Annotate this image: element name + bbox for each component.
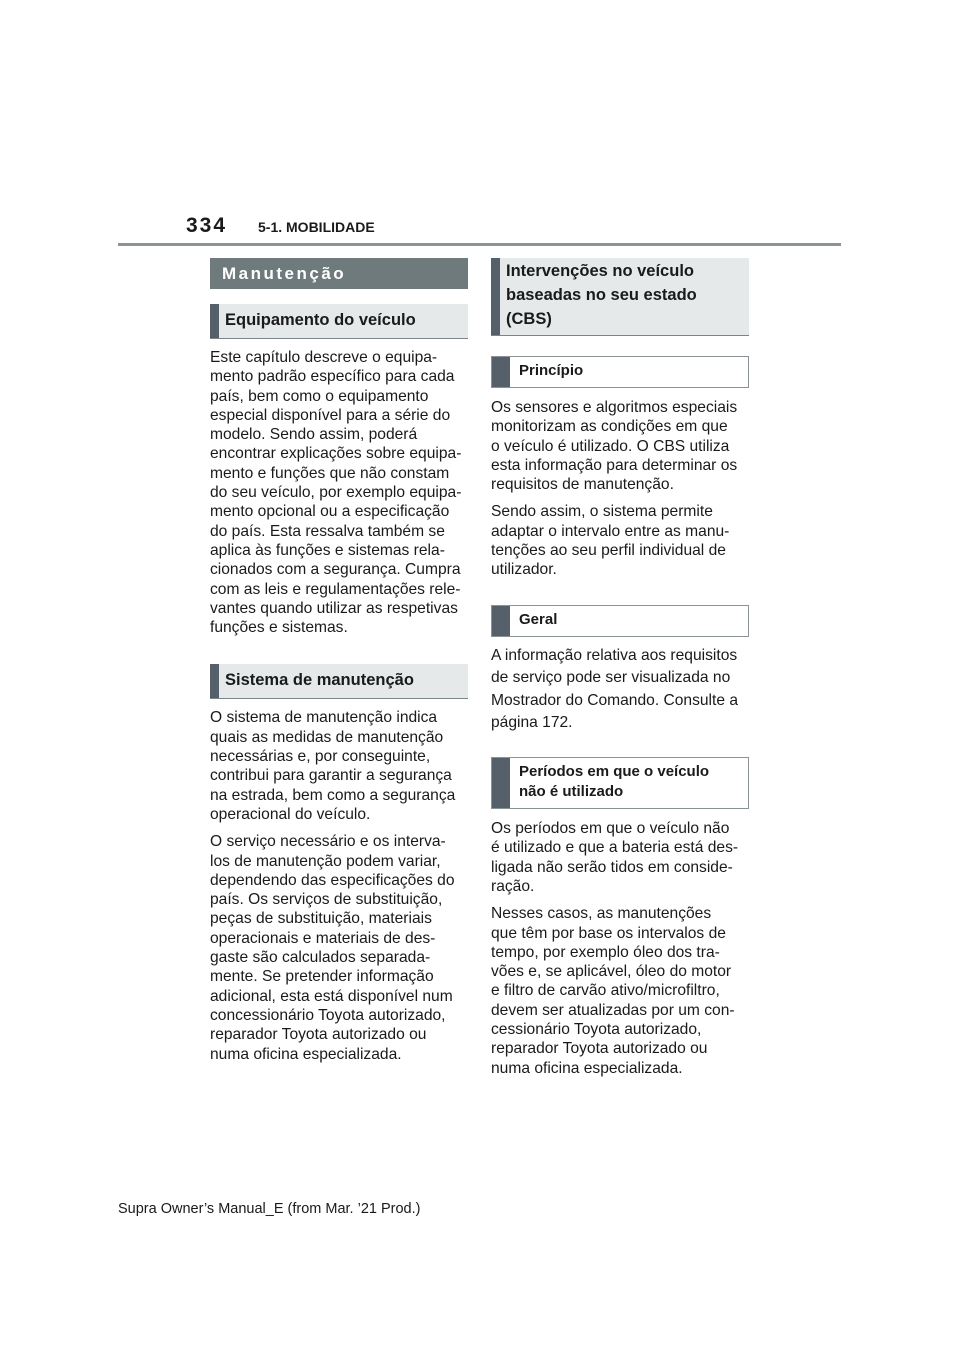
heading-accent-bar [491, 258, 500, 335]
equipment-heading [210, 304, 468, 339]
unused-periods-body-2: Nesses casos, as manutenções que têm por base os intervalos de tempo, por exemplo óleo dos tra- vões e, se aplicável, óleo do motor e filtro de carvão ativo/microfiltro, devem ser atualizadas por um con- cessionário Toyota autorizado, reparador Toyota autorizado ou numa oficina especializada. [491, 905, 735, 1077]
chapter-title: Manutenção [210, 258, 468, 289]
heading-accent-bar [492, 357, 510, 387]
unused-periods-body-1: Os períodos em que o veículo não é utilizado e que a bateria está des- ligada não serão tidos em conside- ração. [491, 820, 739, 895]
heading-accent-bar [492, 758, 510, 808]
cbs-heading [491, 258, 749, 336]
right-column [491, 258, 749, 1078]
equipment-heading-text: Equipamento do veículo [225, 311, 416, 329]
principle-heading-text: Princípio [519, 362, 584, 379]
unused-periods-heading [491, 757, 749, 809]
header-rule [118, 243, 841, 246]
principle-heading [491, 356, 749, 388]
general-heading [491, 605, 749, 637]
principle-body-2: Sendo assim, o sistema permite adaptar o intervalo entre as manu- tenções ao seu perfil individual de utilizador. [491, 503, 730, 579]
general-body: A informação relativa aos requisitos de serviço pode ser visualizada no Mostrador do Comando. Consulte a página 172. [491, 646, 739, 732]
unused-periods-heading-text: Períodos em que o veículo não é utilizado [519, 763, 710, 801]
heading-accent-bar [210, 664, 219, 698]
maintenance-system-heading [210, 664, 468, 699]
equipment-body: Este capítulo descreve o equipa- mento padrão específico para cada país, bem como o equipamento especial disponível para a série do modelo. Sendo assim, poderá encontrar explicações sobre equipa- mento e funções que não constam do seu veículo, por exemplo equipa- mento opcional ou a especificação do país. Esta ressalva também se aplica às funções e sistemas rela- cionados com a segurança. Cumpra com as leis e regulamentações rele- vantes quando utilizar as respetivas funções e sistemas. [210, 349, 462, 637]
left-column [210, 258, 468, 1064]
maintenance-system-body-1: O sistema de manutenção indica quais as medidas de manutenção necessárias e, por conseguinte, contribui para garantir a segurança na estrada, bem como a segurança operacional do veículo. [210, 709, 456, 823]
heading-accent-bar [210, 304, 219, 338]
section-label: 5-1. MOBILIDADE [258, 219, 375, 235]
principle-body-1: Os sensores e algoritmos especiais monitorizam as condições em que o veículo é utilizado. O CBS utiliza esta informação para determinar os requisitos de manutenção. [491, 399, 738, 494]
maintenance-system-heading-text: Sistema de manutenção [225, 671, 414, 690]
footer-text: Supra Owner’s Manual_E (from Mar. ’21 Prod.) [118, 1201, 421, 1217]
maintenance-system-body-2: O serviço necessário e os interva- los de manutenção podem variar, dependendo das especificações do país. Os serviços de substituição, peças de substituição, materiais operacionais e materiais de des- gaste são calculados separada- mente. Se pretender informação adicional, esta está disponível num concessionário Toyota autorizado, reparador Toyota autorizado ou numa oficina especializada. [210, 833, 455, 1063]
general-heading-text: Geral [519, 610, 558, 628]
cbs-heading-text: Intervenções no veículo baseadas no seu estado (CBS) [506, 262, 697, 328]
page-number: 334 [186, 214, 228, 237]
heading-accent-bar [492, 606, 510, 636]
